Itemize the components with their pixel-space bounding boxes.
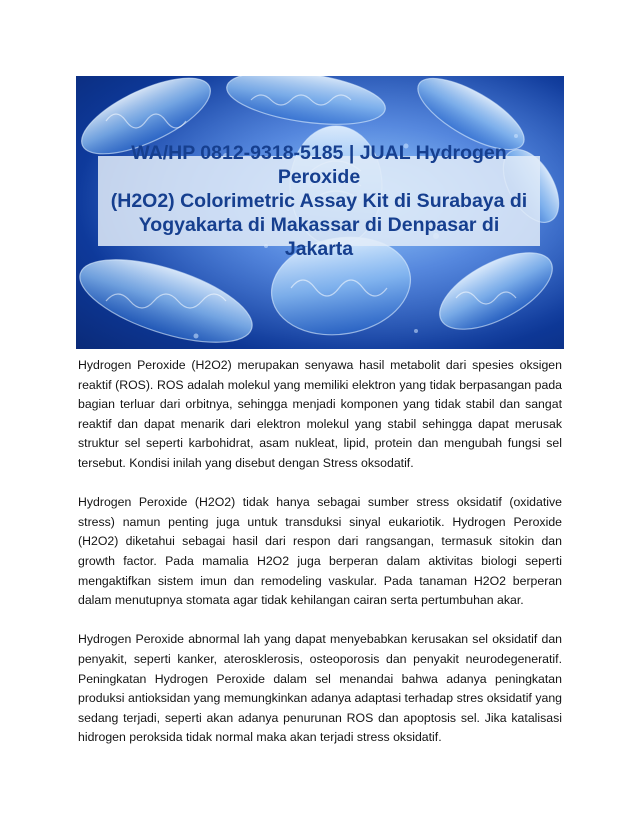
title-banner <box>98 142 540 260</box>
paragraph-1: Hydrogen Peroxide (H2O2) merupakan senyawa hasil metabolit dari spesies oksigen reaktif (ROS). ROS adalah molekul yang memiliki elektron yang tidak berpasangan pada bagian terluar dari orbitnya, sehingga menjadi komponen yang tidak stabil dan sangat reaktif dan dapat menarik dari elektron molekul yang stabil sehingga dapat merusak struktur sel seperti karbohidrat, asam nukleat, lipid, protein dan mengubah fungsi sel tersebut. Kondisi inilah yang disebut dengan Stress oksodatif. <box>78 358 562 470</box>
hero-image <box>76 76 564 349</box>
article-body <box>78 356 562 767</box>
banner-title: WA/HP 0812-9318-5185 | JUAL Hydrogen Peroxide (H2O2) Colorimetric Assay Kit di Surabaya di Yogyakarta di Makassar di Denpasar di Jakarta <box>110 142 528 260</box>
paragraph-2: Hydrogen Peroxide (H2O2) tidak hanya sebagai sumber stress oksidatif (oxidative stress) namun penting juga untuk transduksi sinyal eukariotik. Hydrogen Peroxide (H2O2) diketahui sebagai hasil dari respon dari rangsangan, termasuk sitokin dan growth factor. Pada mamalia H2O2 juga berperan dalam aktivitas biologi seperti mengaktifkan sistem imun dan remodeling vaskular. Pada tanaman H2O2 berperan dalam menutupnya stomata agar tidak kehilangan cairan serta pertumbuhan akar. <box>78 495 562 608</box>
paragraph-3: Hydrogen Peroxide abnormal lah yang dapat menyebabkan kerusakan sel oksidatif dan penyakit, seperti kanker, aterosklerosis, osteoporosis dan penyakit neurodegeneratif. Peningkatan Hydrogen Peroxide dalam sel menandai bahwa adanya peningkatan produksi antioksidan yang memungkinkan adanya adaptasi terhadap stres oksidatif yang sedang terjadi, seperti akan adanya penurunan ROS dan apoptosis sel. Jika katalisasi hidrogen peroksida tidak normal maka akan terjadi stress oksidatif. <box>78 632 562 745</box>
